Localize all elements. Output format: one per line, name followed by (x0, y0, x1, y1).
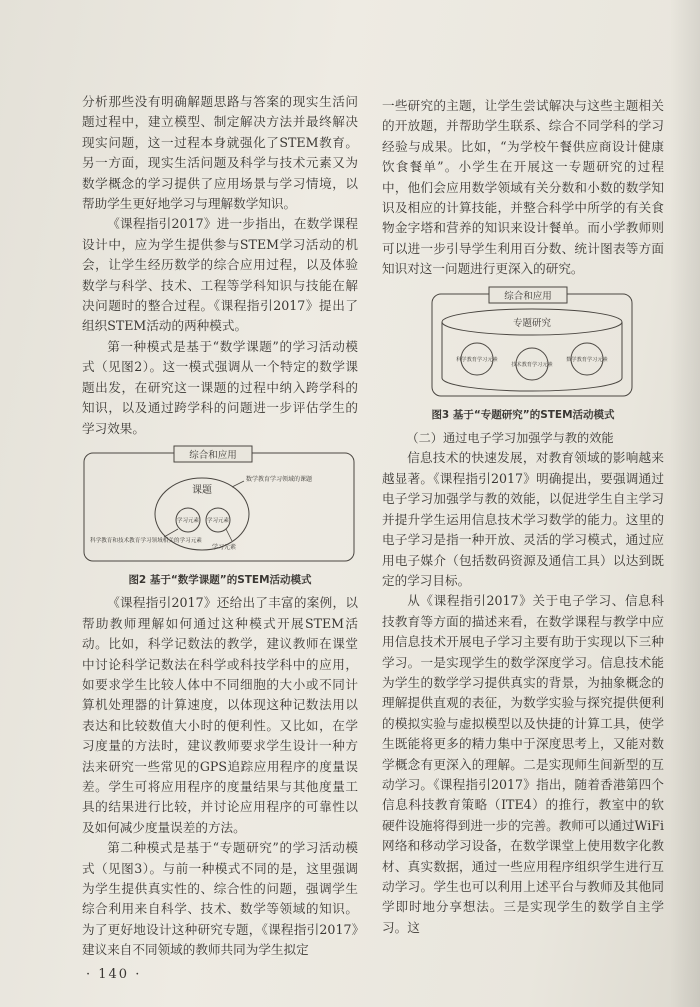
fig2-title: 综合和应用 (189, 449, 237, 461)
fig2-note-bottom-right: 学习元素 (212, 543, 237, 551)
figure-2-caption: 图2 基于“数学课题”的STEM活动模式 (128, 574, 312, 587)
section-subheading: （二）通过电子学习加强学与教的效能 (406, 431, 614, 446)
page-edge-shadow (670, 0, 700, 1007)
fig2-note-bottom-left: 科学教育和技术教育学习领域相关的学习元素 (90, 537, 202, 544)
paragraph: 《课程指引2017》进一步指出，在数学课程设计中，应为学生提供参与STEM学习活动的机会，让学生经历数学的综合应用过程，以及体验数学与科学、技术、工程等学科知识与技能在解决问题时的整合过程。《课程指引2017》提出了组织STEM活动的两种模式。 (82, 216, 358, 334)
figure-2 (82, 445, 358, 589)
fig2-note-top: 数学教育学习领域的课题 (246, 475, 313, 483)
paragraph: 第二种模式是基于“专题研究”的学习活动模式（见图3）。与前一种模式不同的是，这里强调为学生提供真实性的、综合性的问题，强调学生综合利用来自科学、技术、数学等领域的知识。为了更好地设计这种研究专题，《课程指引2017》建议来自不同领域的教师共同为学生拟定 (82, 840, 358, 958)
figure-3 (382, 286, 664, 424)
page-number: · 140 · (86, 967, 142, 982)
fig2-circle-left-label: 学习元素 (176, 517, 200, 524)
paragraph: 分析那些没有明确解题思路与答案的现实生活问题过程中，建立模型、制定解决方法并最终解决现实问题，这一过程本身就强化了STEM教育。另一方面，现实生活问题及科学与技术元素又为数学概念的学习提供了应用场景与学习情境，以帮助学生更好地学习与理解数学知识。 (82, 94, 358, 212)
paragraph: 从《课程指引2017》关于电子学习、信息科技教育等方面的描述来看，在数学课程与教学中应用信息技术开展电子学习主要有助于实现以下三种学习。一是实现学生的数学深度学习。信息技术能为学生的数学学习提供真实的背景，为抽象概念的理解提供直观的表征，为数学实验与探究提供便利的模拟实验与虚拟模型以及快捷的计算工具，使学生既能将更多的精力集中于深度思考上，又能对数学概念有更深入的理解。二是实现师生间新型的互动学习。《课程指引2017》指出，随着香港第四个信息科技教育策略（ITE4）的推行，教室中的软硬件设施将得到进一步的完善。教师可以通过WiFi网络和移动学习设备，在数学课堂上使用数字化教材、真实数据，通过一些应用程序组织学生进行互动学习。学生也可以利用上述平台与教师及其他同学即时地分享想法。三是实现学生的数学自主学习。这 (382, 593, 664, 935)
left-column (82, 92, 358, 961)
fig3-circle-3-label: 数学教育学习元素 (566, 356, 608, 363)
fig3-title: 综合和应用 (504, 290, 552, 302)
fig3-cylinder-label: 专题研究 (512, 317, 552, 329)
fig3-circle-1-label: 科学教育学习元素 (456, 356, 498, 363)
paragraph: 信息技术的快速发展，对教育领域的影响越来越显著。《课程指引2017》明确提出，要强调通过电子学习加强学与教的效能，以促进学生自主学习并提升学生运用信息技术学习数学的能力。这里的电子学习是指一种开放、灵活的学习模式，通过应用电子媒介（包括数码资源及通信工具）以达到既定的学习目标。 (382, 450, 664, 588)
figure-3-diagram (382, 286, 664, 398)
fig2-circle-right-label: 学习元素 (206, 517, 230, 524)
paragraph: 第一种模式是基于“数学课题”的学习活动模式（见图2）。这一模式强调从一个特定的数学课题出发，在研究这一课题的过程中纳入跨学科的知识，以及通过跨学科的问题进一步评估学生的学习效果。 (82, 338, 358, 436)
paragraph: 《课程指引2017》还给出了丰富的案例，以帮助教师理解如何通过这种模式开展STEM活动。比如，科学记数法的教学，建议教师在课堂中讨论科学记数法在科学或科技学科中的应用，如要求学生比较人体中不同细胞的大小或不同计算机处理器的计算速度，以体现这种记数法用以表达和比较数值大小时的便利性。又比如，在学习度量的方法时，建议教师要求学生设计一种方法来研究一些常见的GPS追踪应用程序的度量误差。学生可将应用程序的度量结果与其他度量工具的结果进行比较，并讨论应用程序的可靠性以及如何减少度量误差的方法。 (82, 595, 358, 835)
right-column (382, 96, 664, 938)
fig3-circle-2-label: 技术教育学习元素 (511, 361, 553, 368)
paragraph: 一些研究的主题，让学生尝试解决与这些主题相关的开放题，并帮助学生联系、综合不同学科的学习经验与成果。比如，“为学校午餐供应商设计健康饮食餐单”。小学生在开展这一专题研究的过程中，他们会应用数学领域有关分数和小数的数学知识及相应的计算技能，并整合科学中所学的有关食物金字塔和营养的知识来设计餐单。而小学教师则可以进一步引导学生利用百分数、统计图表等方面知识对这一问题进行更深入的研究。 (382, 98, 664, 277)
figure-3-caption: 图3 基于“专题研究”的STEM活动模式 (431, 409, 615, 422)
figure-2-diagram (82, 445, 358, 563)
fig2-center-label: 课题 (192, 484, 212, 496)
